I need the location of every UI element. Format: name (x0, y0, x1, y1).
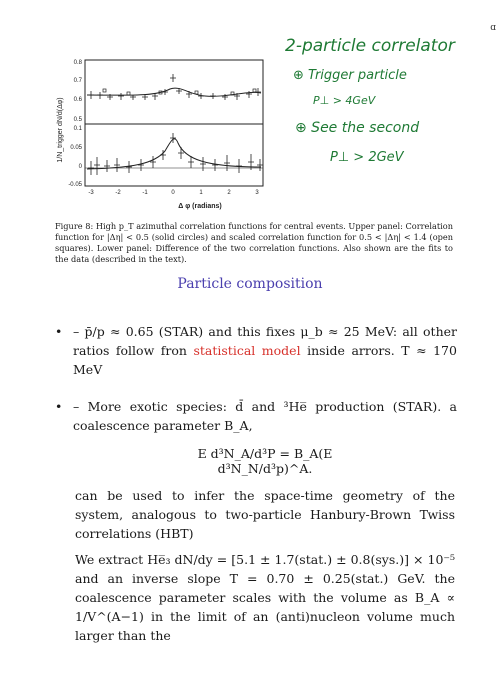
section-title: Particle composition (177, 276, 323, 292)
bullet-text: inside arrors. T ≈ 170 MeV (73, 343, 457, 377)
paragraph: We extract He̅₃ dN/dy = [5.1 ± 1.7(stat.) ± 0.8(sys.)] × 10⁻⁵ and an inverse slope T = 0.70 ± 0.25(stat.) GeV. the coalescence parameter scales with the volume as B_A ∝ 1/V^(A−1) in the limit of an (anti)nucleon volume much larger than the (75, 552, 455, 643)
bullet-dot: • (55, 324, 63, 339)
x-tick: 2 (227, 190, 231, 196)
bullet-item (57, 322, 457, 379)
upper-panel (85, 60, 263, 124)
bullet-dot: • (55, 399, 63, 414)
paragraph: can be used to infer the space-time geometry of the system, analogous to two-particle Hanbury-Brown Twiss correlations (HBT) (75, 488, 455, 541)
bullet-item (57, 397, 457, 435)
figure-caption: Figure 8: High p_T azimuthal correlation functions for central events. Upper panel: Correlation function for |Δη| < 0.5 (solid circles) and scaled correlation function for 0.5 < |Δη| < 1.4 (open squares). Lower panel: Difference of the two correlation functions. Also shown are the fits to the data (described in the text). (55, 221, 453, 264)
annotation-title: 2-particle correlator (285, 36, 455, 56)
correlation-figure (55, 55, 270, 215)
x-tick: -2 (115, 190, 121, 196)
lower-fit-curve (87, 139, 261, 169)
bullet-text: – p̄/p ≈ 0.65 (STAR) and this fixes μ_b ≈ 25 MeV: all other ratios follow fron (73, 324, 457, 358)
x-tick: -3 (88, 190, 94, 196)
x-axis-label: Δ φ (radians) (178, 203, 222, 210)
x-tick: 1 (199, 190, 203, 196)
corner-mark: ɑ (490, 23, 496, 33)
lower-tick: -0.05 (68, 182, 82, 188)
upper-tick: 0.8 (73, 60, 82, 66)
correlation-plot (55, 55, 270, 215)
x-tick: 0 (171, 190, 175, 196)
upper-tick: 0.5 (73, 117, 82, 123)
lower-tick: 0.1 (73, 126, 82, 132)
lower-tick: 0 (78, 164, 82, 170)
upper-data-points (88, 74, 261, 100)
annotation-line: P⊥ > 2GeV (330, 150, 404, 165)
x-tick: 3 (255, 190, 259, 196)
upper-fit-curve (87, 88, 261, 96)
lower-panel (85, 124, 263, 186)
annotation-line: P⊥ > 4GeV (313, 94, 376, 107)
bullet-text: – More exotic species: d̄ and ³He̅ production (STAR). a coalescence parameter B_A, (73, 399, 457, 433)
annotation-line: ⊕ See the second (295, 120, 420, 136)
coalescence-formula: E d³N_A/d³P = B_A(E d³N_N/d³p)^A. (197, 446, 333, 476)
y-axis-label: 1/N_trigger dN/d(Δφ) (57, 97, 64, 163)
x-tick: -1 (142, 190, 148, 196)
annotation-line: ⊕ Trigger particle (293, 68, 407, 83)
lower-tick: 0.05 (70, 145, 82, 151)
upper-tick: 0.6 (73, 97, 82, 103)
statistical-model-link[interactable]: statistical model (193, 343, 301, 358)
upper-tick: 0.7 (73, 78, 82, 84)
